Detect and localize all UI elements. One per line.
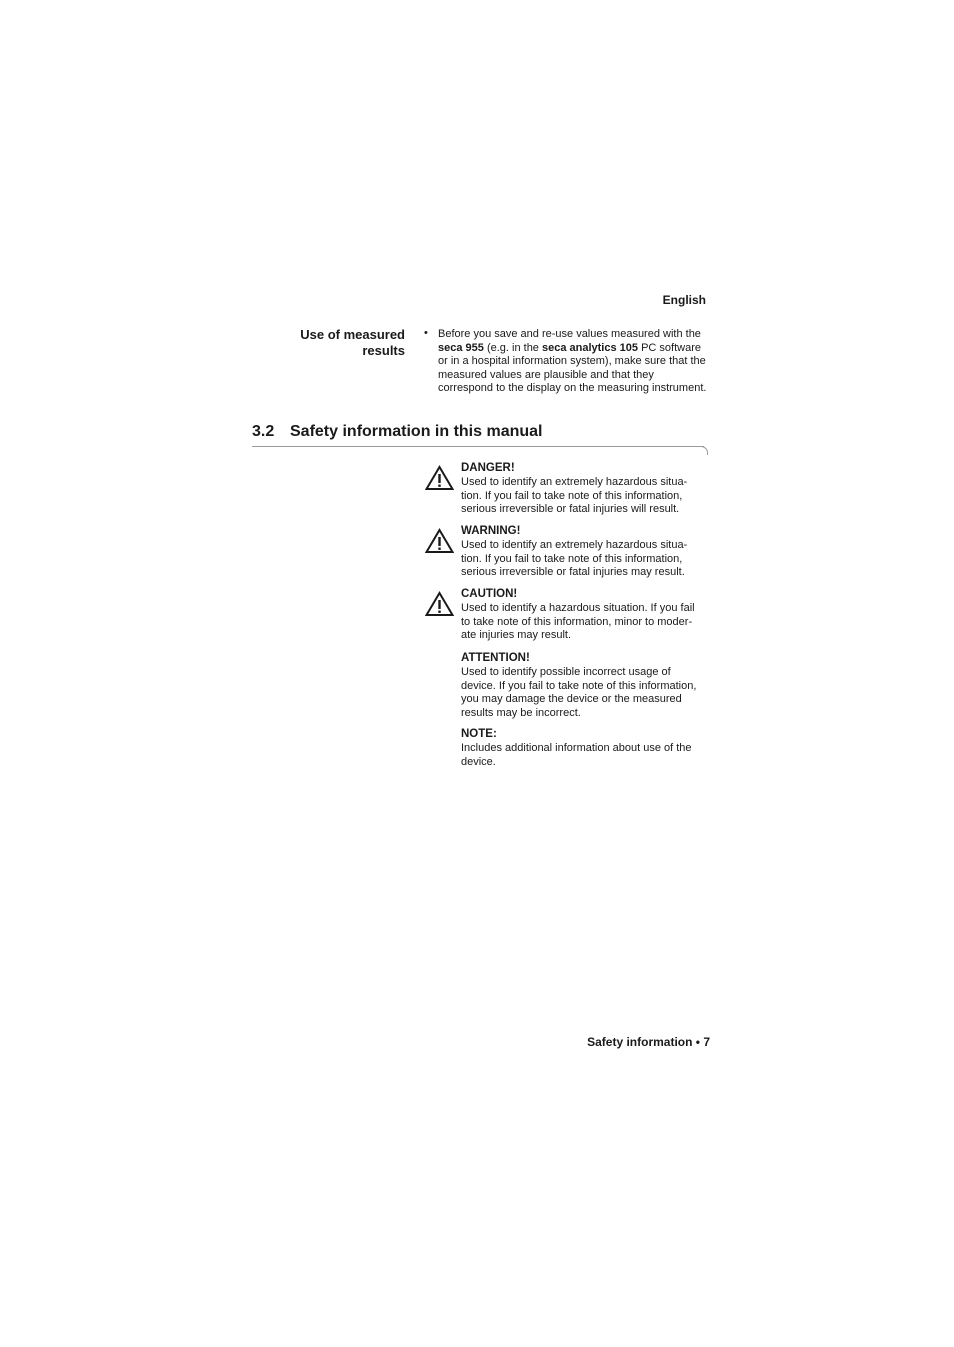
- attention-text: [461, 666, 713, 720]
- caution-line-1: Used to identify a hazardous situation. If you fail: [461, 602, 695, 614]
- use-text-part3: PC software or in a hospital information system), make sure that the measured values are plausible and that they correspond to the display on the measuring instrument.: [438, 341, 707, 394]
- use-of-results-heading: [270, 327, 405, 359]
- note-text: [461, 742, 713, 769]
- attention-line-4: results may be incorrect.: [461, 706, 581, 719]
- caution-text: [461, 602, 713, 643]
- notice-caution: [461, 587, 713, 643]
- bullet-point: •: [424, 327, 428, 339]
- warning-label: WARNING!: [461, 525, 521, 537]
- use-of-results-heading-line1: Use of measured: [300, 327, 405, 342]
- attention-line-1: Used to identify possible incorrect usage of: [461, 666, 671, 678]
- product-seca-analytics: seca analytics 105: [541, 341, 639, 354]
- danger-text: [461, 476, 713, 517]
- warning-triangle-icon: [425, 591, 454, 617]
- note-line-1: Includes additional information about use of the: [461, 742, 692, 754]
- warning-text: [461, 539, 713, 580]
- notice-attention: [461, 651, 713, 720]
- use-text-part1: Before you save and re-use values measured with the: [438, 328, 701, 340]
- use-of-results-heading-line2: results: [362, 343, 405, 358]
- danger-line-1: Used to identify an extremely hazardous situa-: [461, 476, 688, 488]
- section-number: 3.2: [252, 423, 275, 440]
- attention-label: ATTENTION!: [461, 652, 530, 664]
- danger-label: DANGER!: [461, 462, 515, 474]
- caution-line-3: ate injuries may result.: [461, 629, 572, 642]
- danger-line-2: tion. If you fail to take note of this information,: [461, 489, 683, 502]
- use-text-part2: (e.g. in the: [483, 341, 542, 354]
- notice-danger: [461, 461, 713, 517]
- caution-line-2: to take note of this information, minor to moder-: [461, 615, 693, 628]
- section-title-text: Safety information in this manual: [290, 423, 543, 440]
- warning-line-3: serious irreversible or fatal injuries may result.: [461, 566, 685, 579]
- warning-triangle-icon: [425, 465, 454, 491]
- product-seca-955: seca 955: [438, 341, 484, 354]
- attention-line-3: you may damage the device or the measured: [461, 693, 682, 706]
- notice-note: [461, 727, 713, 769]
- caution-label: CAUTION!: [461, 588, 518, 600]
- section-title: [252, 423, 542, 441]
- section-divider: [252, 446, 704, 447]
- warning-line-2: tion. If you fail to take note of this information,: [461, 552, 683, 565]
- page-footer: Safety information • 7: [587, 1035, 710, 1049]
- danger-line-3: serious irreversible or fatal injuries will result.: [461, 503, 680, 516]
- language-label: English: [662, 293, 706, 307]
- notice-warning: [461, 524, 713, 580]
- note-line-2: device.: [461, 755, 496, 768]
- note-label: NOTE:: [461, 728, 497, 740]
- use-of-results-text: [438, 328, 710, 396]
- attention-line-2: device. If you fail to take note of this information,: [461, 679, 697, 692]
- warning-line-1: Used to identify an extremely hazardous situa-: [461, 539, 688, 551]
- warning-triangle-icon: [425, 528, 454, 554]
- section-divider-corner: [700, 446, 708, 455]
